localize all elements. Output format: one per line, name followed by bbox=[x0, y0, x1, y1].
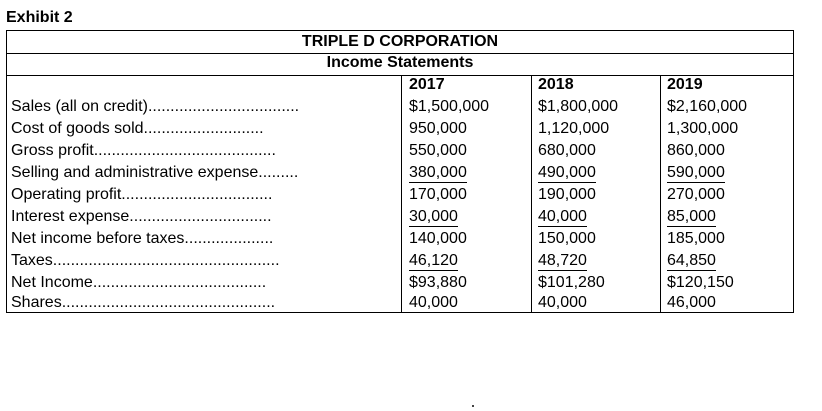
cell-2018: $1,800,000 bbox=[538, 98, 619, 115]
cell-2017: 380,000 bbox=[409, 164, 467, 181]
company-title: TRIPLE D CORPORATION bbox=[301, 33, 499, 50]
stray-dot bbox=[472, 405, 474, 407]
row-label: Shares................................................ bbox=[11, 294, 276, 311]
cell-2017: 30,000 bbox=[409, 208, 458, 225]
cell-2017: 950,000 bbox=[409, 120, 467, 137]
cell-2018: 190,000 bbox=[538, 186, 596, 203]
cell-2019: 270,000 bbox=[667, 186, 725, 203]
cell-2019: 185,000 bbox=[667, 230, 725, 247]
col-divider-2018 bbox=[531, 75, 532, 312]
cell-2019: $2,160,000 bbox=[667, 98, 748, 115]
cell-2019: 1,300,000 bbox=[667, 120, 739, 137]
cell-2018: 680,000 bbox=[538, 142, 596, 159]
cell-2018: 150,000 bbox=[538, 230, 596, 247]
statement-title: Income Statements bbox=[326, 54, 474, 71]
row-label: Interest expense................................ bbox=[11, 208, 272, 225]
cell-2019: 64,850 bbox=[667, 252, 716, 269]
year-header-2019: 2019 bbox=[667, 76, 703, 93]
cell-2018: 40,000 bbox=[538, 294, 587, 311]
row-label: Cost of goods sold........................... bbox=[11, 120, 264, 137]
cell-2019: 85,000 bbox=[667, 208, 716, 225]
cell-2019: 860,000 bbox=[667, 142, 725, 159]
row-label: Net income before taxes.................... bbox=[11, 230, 274, 247]
cell-2017: $93,880 bbox=[409, 274, 467, 291]
cell-2018: 40,000 bbox=[538, 208, 587, 225]
row-label: Net Income....................................... bbox=[11, 274, 267, 291]
row-label: Gross profit......................................... bbox=[11, 142, 276, 159]
row-label: Selling and administrative expense......... bbox=[11, 164, 299, 181]
cell-2019: $120,150 bbox=[667, 274, 734, 291]
cell-2017: 40,000 bbox=[409, 294, 458, 311]
year-header-2017: 2017 bbox=[409, 76, 445, 93]
cell-2018: 490,000 bbox=[538, 164, 596, 181]
cell-2018: $101,280 bbox=[538, 274, 605, 291]
cell-2017: 46,120 bbox=[409, 252, 458, 269]
income-statement-table bbox=[6, 30, 794, 313]
cell-2017: $1,500,000 bbox=[409, 98, 490, 115]
cell-2018: 48,720 bbox=[538, 252, 587, 269]
cell-2017: 140,000 bbox=[409, 230, 467, 247]
col-divider-2017 bbox=[401, 75, 402, 312]
year-header-2018: 2018 bbox=[538, 76, 574, 93]
cell-2018: 1,120,000 bbox=[538, 120, 610, 137]
cell-2017: 550,000 bbox=[409, 142, 467, 159]
cell-2019: 590,000 bbox=[667, 164, 725, 181]
cell-2019: 46,000 bbox=[667, 294, 716, 311]
row-label: Operating profit.................................. bbox=[11, 186, 273, 203]
col-divider-2019 bbox=[660, 75, 661, 312]
cell-2017: 170,000 bbox=[409, 186, 467, 203]
exhibit-label: Exhibit 2 bbox=[6, 9, 73, 26]
row-label: Sales (all on credit).................................. bbox=[11, 98, 300, 115]
row-label: Taxes................................................... bbox=[11, 252, 280, 269]
